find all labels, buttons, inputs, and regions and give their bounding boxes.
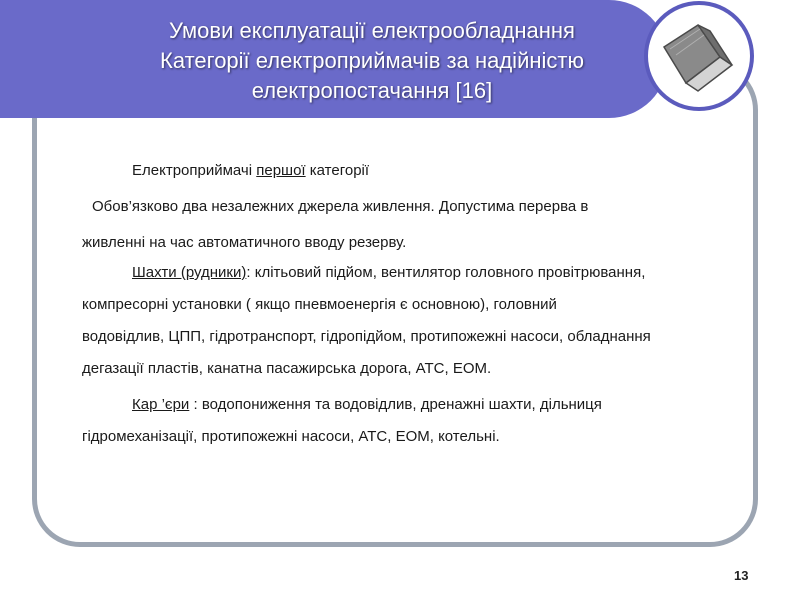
heading-suffix: категорії xyxy=(305,162,370,179)
title-bar xyxy=(0,0,668,118)
paragraph-3-line-1 xyxy=(132,396,602,413)
category-heading xyxy=(132,162,369,179)
paragraph-1-line-2: живленні на час автоматичного вводу резерву. xyxy=(82,234,407,251)
quarries-text: : водопониження та водовідлив, дренажні шахти, дільниця xyxy=(189,396,602,413)
title-line-2: Категорії електроприймачів за надійністю xyxy=(160,48,584,73)
quarries-label: Кар ’єри xyxy=(132,396,190,413)
heading-underlined: першої xyxy=(256,162,306,179)
paragraph-3-line-2: гідромеханізації, протипожежні насоси, АТС, ЕОМ, котельні. xyxy=(82,428,500,445)
book-badge xyxy=(648,5,750,107)
paragraph-2-line-4: дегазації пластів, канатна пасажирська дорога, АТС, ЕОМ. xyxy=(82,360,492,377)
title-line-1: Умови експлуатації електрообладнання xyxy=(169,18,575,43)
mines-text: : клітьовий підйом, вентилятор головного провітрювання, xyxy=(246,264,646,281)
paragraph-2-line-1 xyxy=(132,264,645,281)
title-line-3: електропостачання [16] xyxy=(251,78,493,103)
slide-title xyxy=(92,16,652,106)
paragraph-1-line-1: Обов’язково два незалежних джерела живлення. Допустима перерва в xyxy=(92,198,589,215)
paragraph-2-line-3: водовідлив, ЦПП, гідротранспорт, гідропідйом, протипожежні насоси, обладнання xyxy=(82,328,651,345)
open-book-icon xyxy=(658,17,740,95)
page-number: 13 xyxy=(734,568,749,583)
paragraph-2-line-2: компресорні установки ( якщо пневмоенергія є основною), головний xyxy=(82,296,557,313)
heading-prefix: Електроприймачі xyxy=(132,162,257,179)
mines-label: Шахти (рудники) xyxy=(132,264,247,281)
